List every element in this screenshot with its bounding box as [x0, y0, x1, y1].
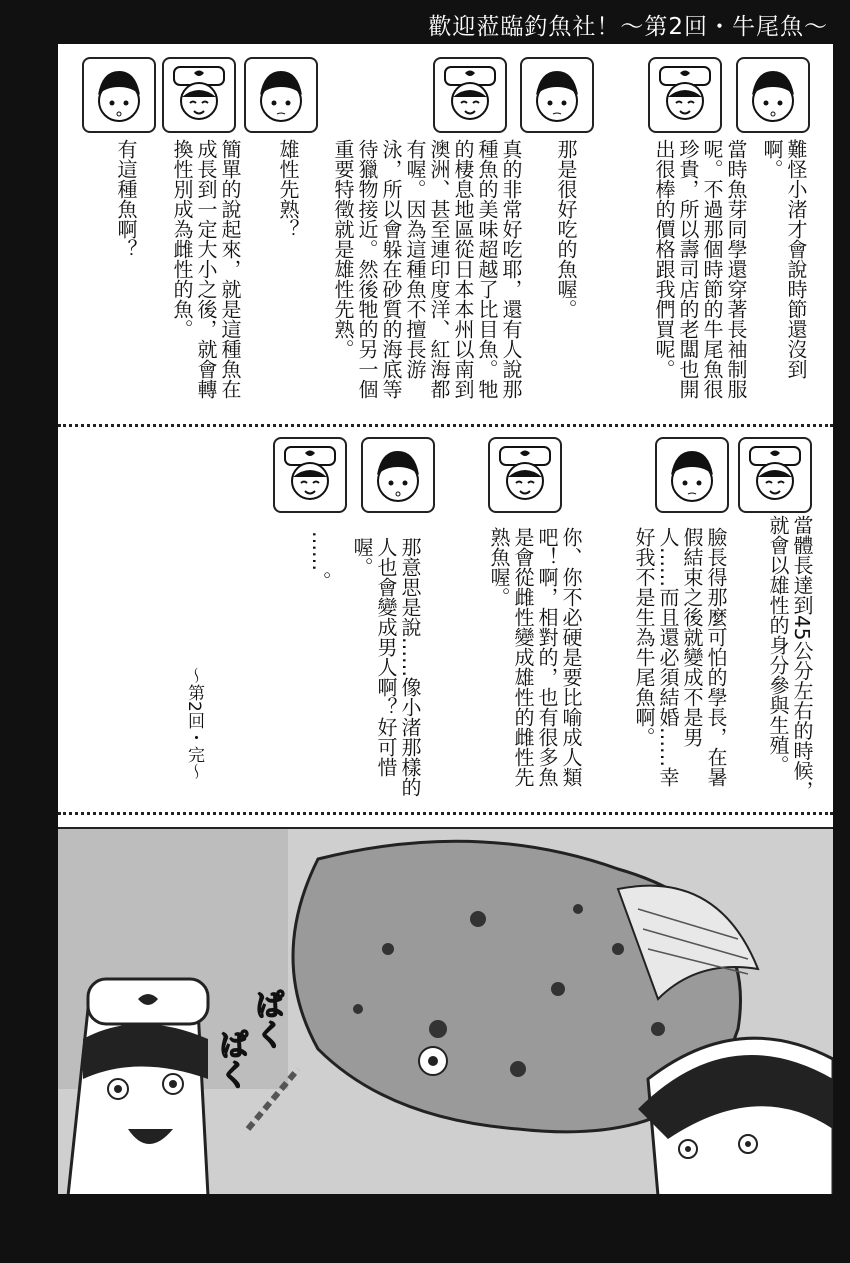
- dialogue-text: 真的非常好吃耶，還有人說那種魚的美味超越了比目魚。牠的棲息地區從日本本州以南到澳洲、甚至連印度洋、紅海都有喔。因為這種魚不擅長游泳，所以會躲在砂質的海底等待獵物接近。然後牠的另一個重要特徵就是雄性先熟。: [331, 139, 523, 399]
- dialogue-text: 有這種魚啊？: [114, 139, 138, 259]
- dialogue-text: 那意思是說……像小渚那樣的人也會變成男人啊？好可惜喔。: [350, 537, 422, 797]
- face-girl-icon: [433, 57, 507, 133]
- face-girl-icon: [738, 437, 812, 513]
- dialogue-text: 簡單的說起來，就是這種魚在成長到一定大小之後，就會轉換性別成為雌性的魚。: [170, 139, 242, 399]
- dialogue-text: 當時魚芽同學還穿著長袖制服呢。不過那個時節的牛尾魚很珍貴，所以壽司店的老闆也開出很棒的價格跟我們買呢。: [652, 139, 748, 399]
- dialogue-text: 當體長達到45公分左右的時候，就會以雄性的身分參與生殖。: [766, 515, 814, 801]
- face-boy-icon: [736, 57, 810, 133]
- chapter-title: 歡迎蒞臨釣魚社！～第2回・牛尾魚～: [428, 14, 828, 40]
- lower-dialogue-panel: [58, 427, 833, 812]
- dialogue-text: ……。: [308, 531, 332, 591]
- dialogue-text: 那是很好吃的魚喔。: [554, 139, 578, 319]
- dialogue-text: 雄性先熟？: [276, 139, 300, 239]
- face-boy-icon: [520, 57, 594, 133]
- dialogue-text: 你、你不必硬是要比喻成人類吧！啊，相對的，也有很多魚是會從雌性變成雄性的雌性先熟魚喔。: [487, 527, 583, 787]
- upper-dialogue-panel: [58, 44, 833, 424]
- face-boy-icon: [361, 437, 435, 513]
- face-girl-icon: [162, 57, 236, 133]
- face-boy-icon: [244, 57, 318, 133]
- manga-page: [58, 44, 833, 1194]
- dotted-divider: [58, 812, 833, 815]
- face-girl-icon: [648, 57, 722, 133]
- dialogue-text: 臉長得那麼可怕的學長，在暑假結束之後就變成不是男人……而且還必須結婚……幸好我不是生為牛尾魚啊。: [632, 527, 728, 787]
- chapter-header: [0, 0, 850, 46]
- face-girl-icon: [273, 437, 347, 513]
- fish-illustration: [58, 827, 833, 1194]
- dialogue-text: 難怪小渚才會說時節還沒到啊。: [760, 139, 808, 379]
- face-girl-icon: [488, 437, 562, 513]
- face-boy-icon: [655, 437, 729, 513]
- sound-effect-text: ぱく: [249, 989, 284, 1049]
- chapter-end-mark: ～第2回・完～: [184, 667, 204, 780]
- sound-effect-text: ぱく: [213, 1029, 248, 1089]
- face-boy-icon: [82, 57, 156, 133]
